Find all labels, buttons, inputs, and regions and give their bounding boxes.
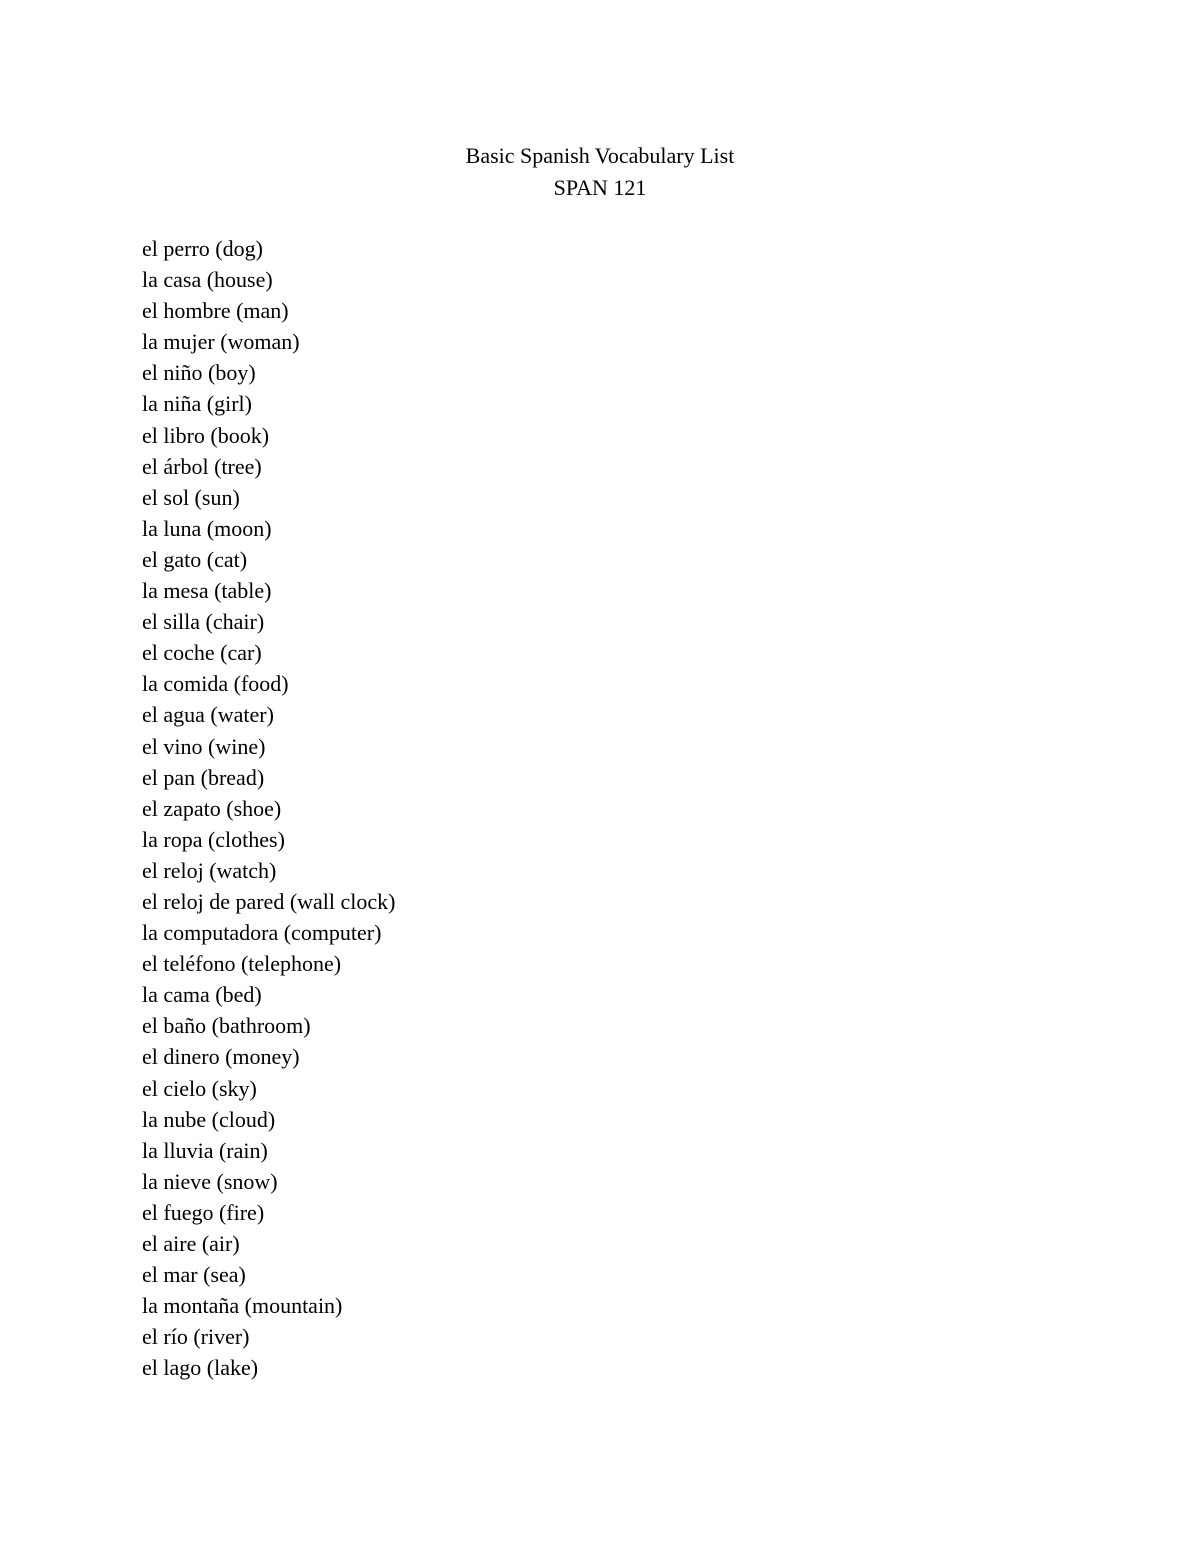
- document-header: [0, 140, 1200, 204]
- vocabulary-item: la luna (moon): [142, 515, 272, 541]
- vocabulary-item: la nube (cloud): [142, 1106, 276, 1132]
- vocabulary-item: el gato (cat): [142, 546, 248, 572]
- vocabulary-item: el zapato (shoe): [142, 795, 282, 821]
- vocabulary-item: el árbol (tree): [142, 453, 262, 479]
- vocabulary-item: el pan (bread): [142, 764, 265, 790]
- vocabulary-item: el vino (wine): [142, 733, 266, 759]
- vocabulary-item: la comida (food): [142, 671, 289, 697]
- vocabulary-list: [142, 233, 395, 1383]
- vocabulary-item: el sol (sun): [142, 484, 240, 510]
- vocabulary-item: la casa (house): [142, 267, 273, 293]
- vocabulary-item: el baño (bathroom): [142, 1013, 311, 1039]
- vocabulary-item: la ropa (clothes): [142, 826, 285, 852]
- vocabulary-item: el teléfono (telephone): [142, 951, 342, 977]
- vocabulary-item: el río (river): [142, 1324, 250, 1350]
- vocabulary-item: el aire (air): [142, 1231, 240, 1256]
- vocabulary-item: el lago (lake): [142, 1355, 259, 1381]
- vocabulary-item: la mujer (woman): [142, 329, 300, 355]
- vocabulary-item: la nieve (snow): [142, 1168, 278, 1194]
- vocabulary-item: el cielo (sky): [142, 1075, 257, 1101]
- document-title: Basic Spanish Vocabulary List: [465, 143, 735, 168]
- vocabulary-item: el silla (chair): [142, 609, 265, 635]
- vocabulary-item: el dinero (money): [142, 1044, 300, 1070]
- vocabulary-item: la montaña (mountain): [142, 1293, 343, 1319]
- vocabulary-item: la lluvia (rain): [142, 1137, 268, 1163]
- vocabulary-item: el coche (car): [142, 640, 262, 666]
- vocabulary-item: el niño (boy): [142, 360, 256, 386]
- vocabulary-item: la cama (bed): [142, 982, 262, 1008]
- vocabulary-item: la computadora (computer): [142, 920, 382, 946]
- vocabulary-item: el mar (sea): [142, 1262, 246, 1288]
- vocabulary-item: el agua (water): [142, 702, 274, 728]
- vocabulary-item: el libro (book): [142, 422, 270, 448]
- vocabulary-item: el reloj de pared (wall clock): [142, 888, 396, 914]
- vocabulary-item: la niña (girl): [142, 391, 252, 417]
- vocabulary-item: el fuego (fire): [142, 1199, 265, 1225]
- vocabulary-item: el hombre (man): [142, 298, 289, 324]
- course-code: SPAN 121: [553, 175, 647, 200]
- vocabulary-item: la mesa (table): [142, 578, 272, 604]
- vocabulary-item: el perro (dog): [142, 236, 263, 261]
- vocabulary-item: el reloj (watch): [142, 857, 277, 883]
